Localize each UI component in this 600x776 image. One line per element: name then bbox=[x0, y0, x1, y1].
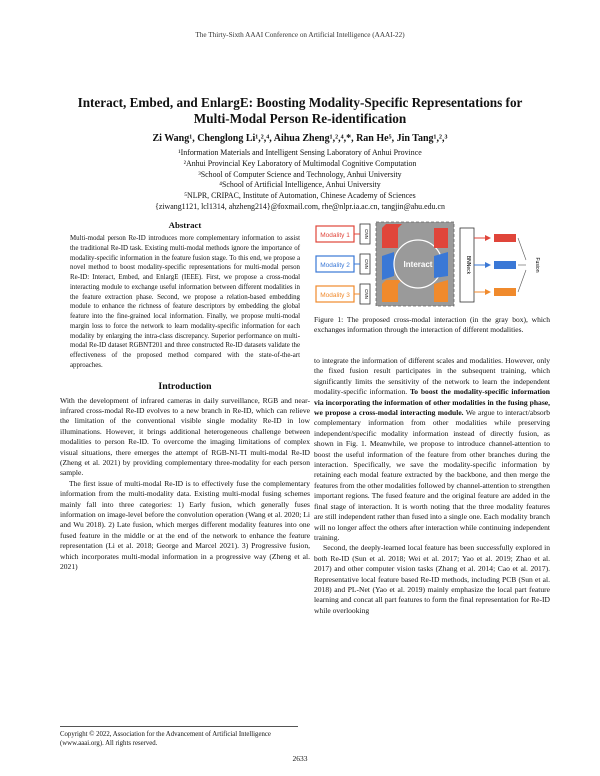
modality-1-label: Modality 1 bbox=[320, 232, 350, 239]
right-p1-end: We argue to interact/absorb complementary information from other modalities while preserving independent/specific modality information instead of directly fusion, as shown in Fig. 1. Meanwhile, we propose to introduce channel-attention to boost the useful information of the feature from other branches during the interaction. Specifically, we save the modality-specific information by retaining each modal feature extracted by the backbone, and then merge the features from the other modalities followed by channel-attention to strengthen important regions. The fused feature and the original feature are added in the final stage of interaction. It is worth noting that the three modality features are still independent rather than fused into a single one. Each modality branch will no longer affect the others after interaction while continuing independent training. bbox=[314, 408, 550, 542]
title-line-2: Multi-Modal Person Re-identification bbox=[193, 111, 407, 126]
right-p1-bold: To boost the modality-specific information via incorporating the information of other modalities in the fusing phase, we propose a cross-modal interacting module. bbox=[314, 387, 550, 418]
author-emails: {ziwang1121, lcl1314, ahzheng214}@foxmail.com, rhe@nlpr.ia.ac.cn, tangjin@ahu.edu.cn bbox=[155, 201, 445, 211]
introduction-heading: Introduction bbox=[158, 380, 212, 392]
left-column bbox=[60, 220, 310, 572]
cnn-block-1 bbox=[360, 224, 370, 244]
abstract-text: Multi-modal person Re-ID introduces more complementary information to assist the traditional Re-ID task. Existing multi-modal methods ignore the importance of modality-specific information in the feature fusion stage. To this end, we propose a novel method to boost modality-specific representations for multi-modal person Re-ID: Interact, Embed, and EnlargE (IEEE). First, we propose a cross-modal interacting module to exchange useful information between different modalities in the feature extraction phase. Second, we propose a relation-based embedding module to enhance the richness of feature descriptors by embedding the global feature into the fine-grained local information. Finally, we propose multi-modal margin loss to force the network to learn modality-specific information for each modality by enlarging the intra-class discrepancy. Superior performance on multi-modal Re-ID dataset RGBNT201 and three constructed Re-ID datasets validate the effectiveness of the proposed method compared with the state-of-the-art approaches. bbox=[70, 235, 300, 369]
figure-1 bbox=[314, 220, 550, 308]
right-paragraph-2: Second, the deeply-learned local feature has been successfully explored in both Re-ID (Sun et al. 2018; Wei et al. 2017; Yao et al. 2019; Zhao et al. 2017) and other computer vision tasks (Zhang et al. 2014; Cao et al. 2017). Representative local feature based Re-ID methods, including PCB (Sun et al. 2018) and PL-Net (Yao et al. 2019) mainly emphasize the local part feature learning and concat all part features to form the final representation for Re-ID while overlooking bbox=[314, 543, 550, 615]
affiliation-3: ³School of Computer Science and Technology, Anhui University bbox=[198, 169, 402, 179]
cnn-block-2 bbox=[360, 254, 370, 274]
affiliation-2: ²Anhui Provincial Key Laboratory of Multimodal Cognitive Computation bbox=[183, 158, 417, 168]
output-orange bbox=[494, 288, 516, 296]
output-blue bbox=[494, 261, 516, 269]
figure-1-diagram bbox=[314, 220, 550, 308]
bnneck-label: BNNeck bbox=[465, 255, 471, 275]
conference-header: The Thirty-Sixth AAAI Conference on Artificial Intelligence (AAAI-22) bbox=[195, 31, 405, 39]
copyright-notice: Copyright © 2022, Association for the Advancement of Artificial Intelligence (www.aaai.org). All rights reserved. bbox=[60, 726, 298, 748]
author-list: Zi Wang¹, Chenglong Li¹,²,⁴, Aihua Zheng¹,²,⁴,*, Ran He⁵, Jin Tang¹,²,³ bbox=[152, 133, 448, 144]
affiliations bbox=[40, 148, 560, 213]
intro-paragraph-2: The first issue of multi-modal Re-ID is to effectively fuse the complementary information from the multi-modality data. Existing multi-modal fusing schemes mainly fall into three categories: 1) Early fusion, which generally fuses information on image-level before the convolution operation (Wang et al. 2020; Li and Wu 2018). 2) Late fusion, which merges different modality features into one fused feature in the middle or at the end of the network to enhance the feature representation (Li et al. 2018; George and Marcel 2021). 3) Progressive fusion, which incorporates multi-modal information in a progressive way (Zheng et al. 2021) bbox=[60, 478, 310, 571]
cnn-label-3: CNN bbox=[364, 289, 369, 299]
affiliation-4: ⁴School of Artificial Intelligence, Anhui University bbox=[219, 180, 381, 190]
cnn-block-3 bbox=[360, 284, 370, 304]
right-column-body bbox=[314, 356, 550, 616]
modality-2-label: Modality 2 bbox=[320, 262, 350, 269]
modality-3-label: Modality 3 bbox=[320, 292, 350, 299]
page-number: 2633 bbox=[292, 754, 308, 763]
affiliation-1: ¹Information Materials and Intelligent Sensing Laboratory of Anhui Province bbox=[178, 148, 422, 157]
abstract-heading: Abstract bbox=[168, 220, 202, 230]
output-red bbox=[494, 234, 516, 242]
right-p1-start: to integrate the information of different scales and modalities. However, only the fixed fusion result participates in the subsequent training, which significantly limits the sensitivity of the network to learn the independent modality-specific information. bbox=[314, 356, 550, 397]
affiliation-5: ⁵NLPR, CRIPAC, Institute of Automation, Chinese Academy of Sciences bbox=[184, 191, 416, 201]
paper-title bbox=[40, 95, 560, 127]
right-paragraph-1 bbox=[314, 356, 550, 543]
interact-label: Interact bbox=[403, 260, 433, 269]
title-line-1: Interact, Embed, and EnlargE: Boosting Modality-Specific Representations for bbox=[77, 95, 523, 110]
fusion-label: Fusion bbox=[534, 257, 540, 273]
intro-paragraph-1: With the development of infrared cameras in daily surveillance, RGB and near-infrared cross-modal Re-ID evolves to a new branch in Re-ID, which can relieve the limitation of the conventional visible single modality Re-ID in low illuminations. However, it brings additional heterogeneous challenge between modalities to person Re-ID. To overcome the imaging limitations of complex visual situations, there emerges the attempt of RGB-NI-TI multi-modal Re-ID (Zheng et al. 2021) by providing complementary three-modality for each person sample. bbox=[60, 395, 310, 478]
feature-blue bbox=[382, 252, 394, 280]
figure-1-caption: Figure 1: The proposed cross-modal interaction (in the gray box), which exchanges information through the interaction of different modalities. bbox=[314, 315, 550, 334]
cnn-label-1: CNN bbox=[364, 229, 369, 239]
cnn-label-2: CNN bbox=[364, 259, 369, 269]
